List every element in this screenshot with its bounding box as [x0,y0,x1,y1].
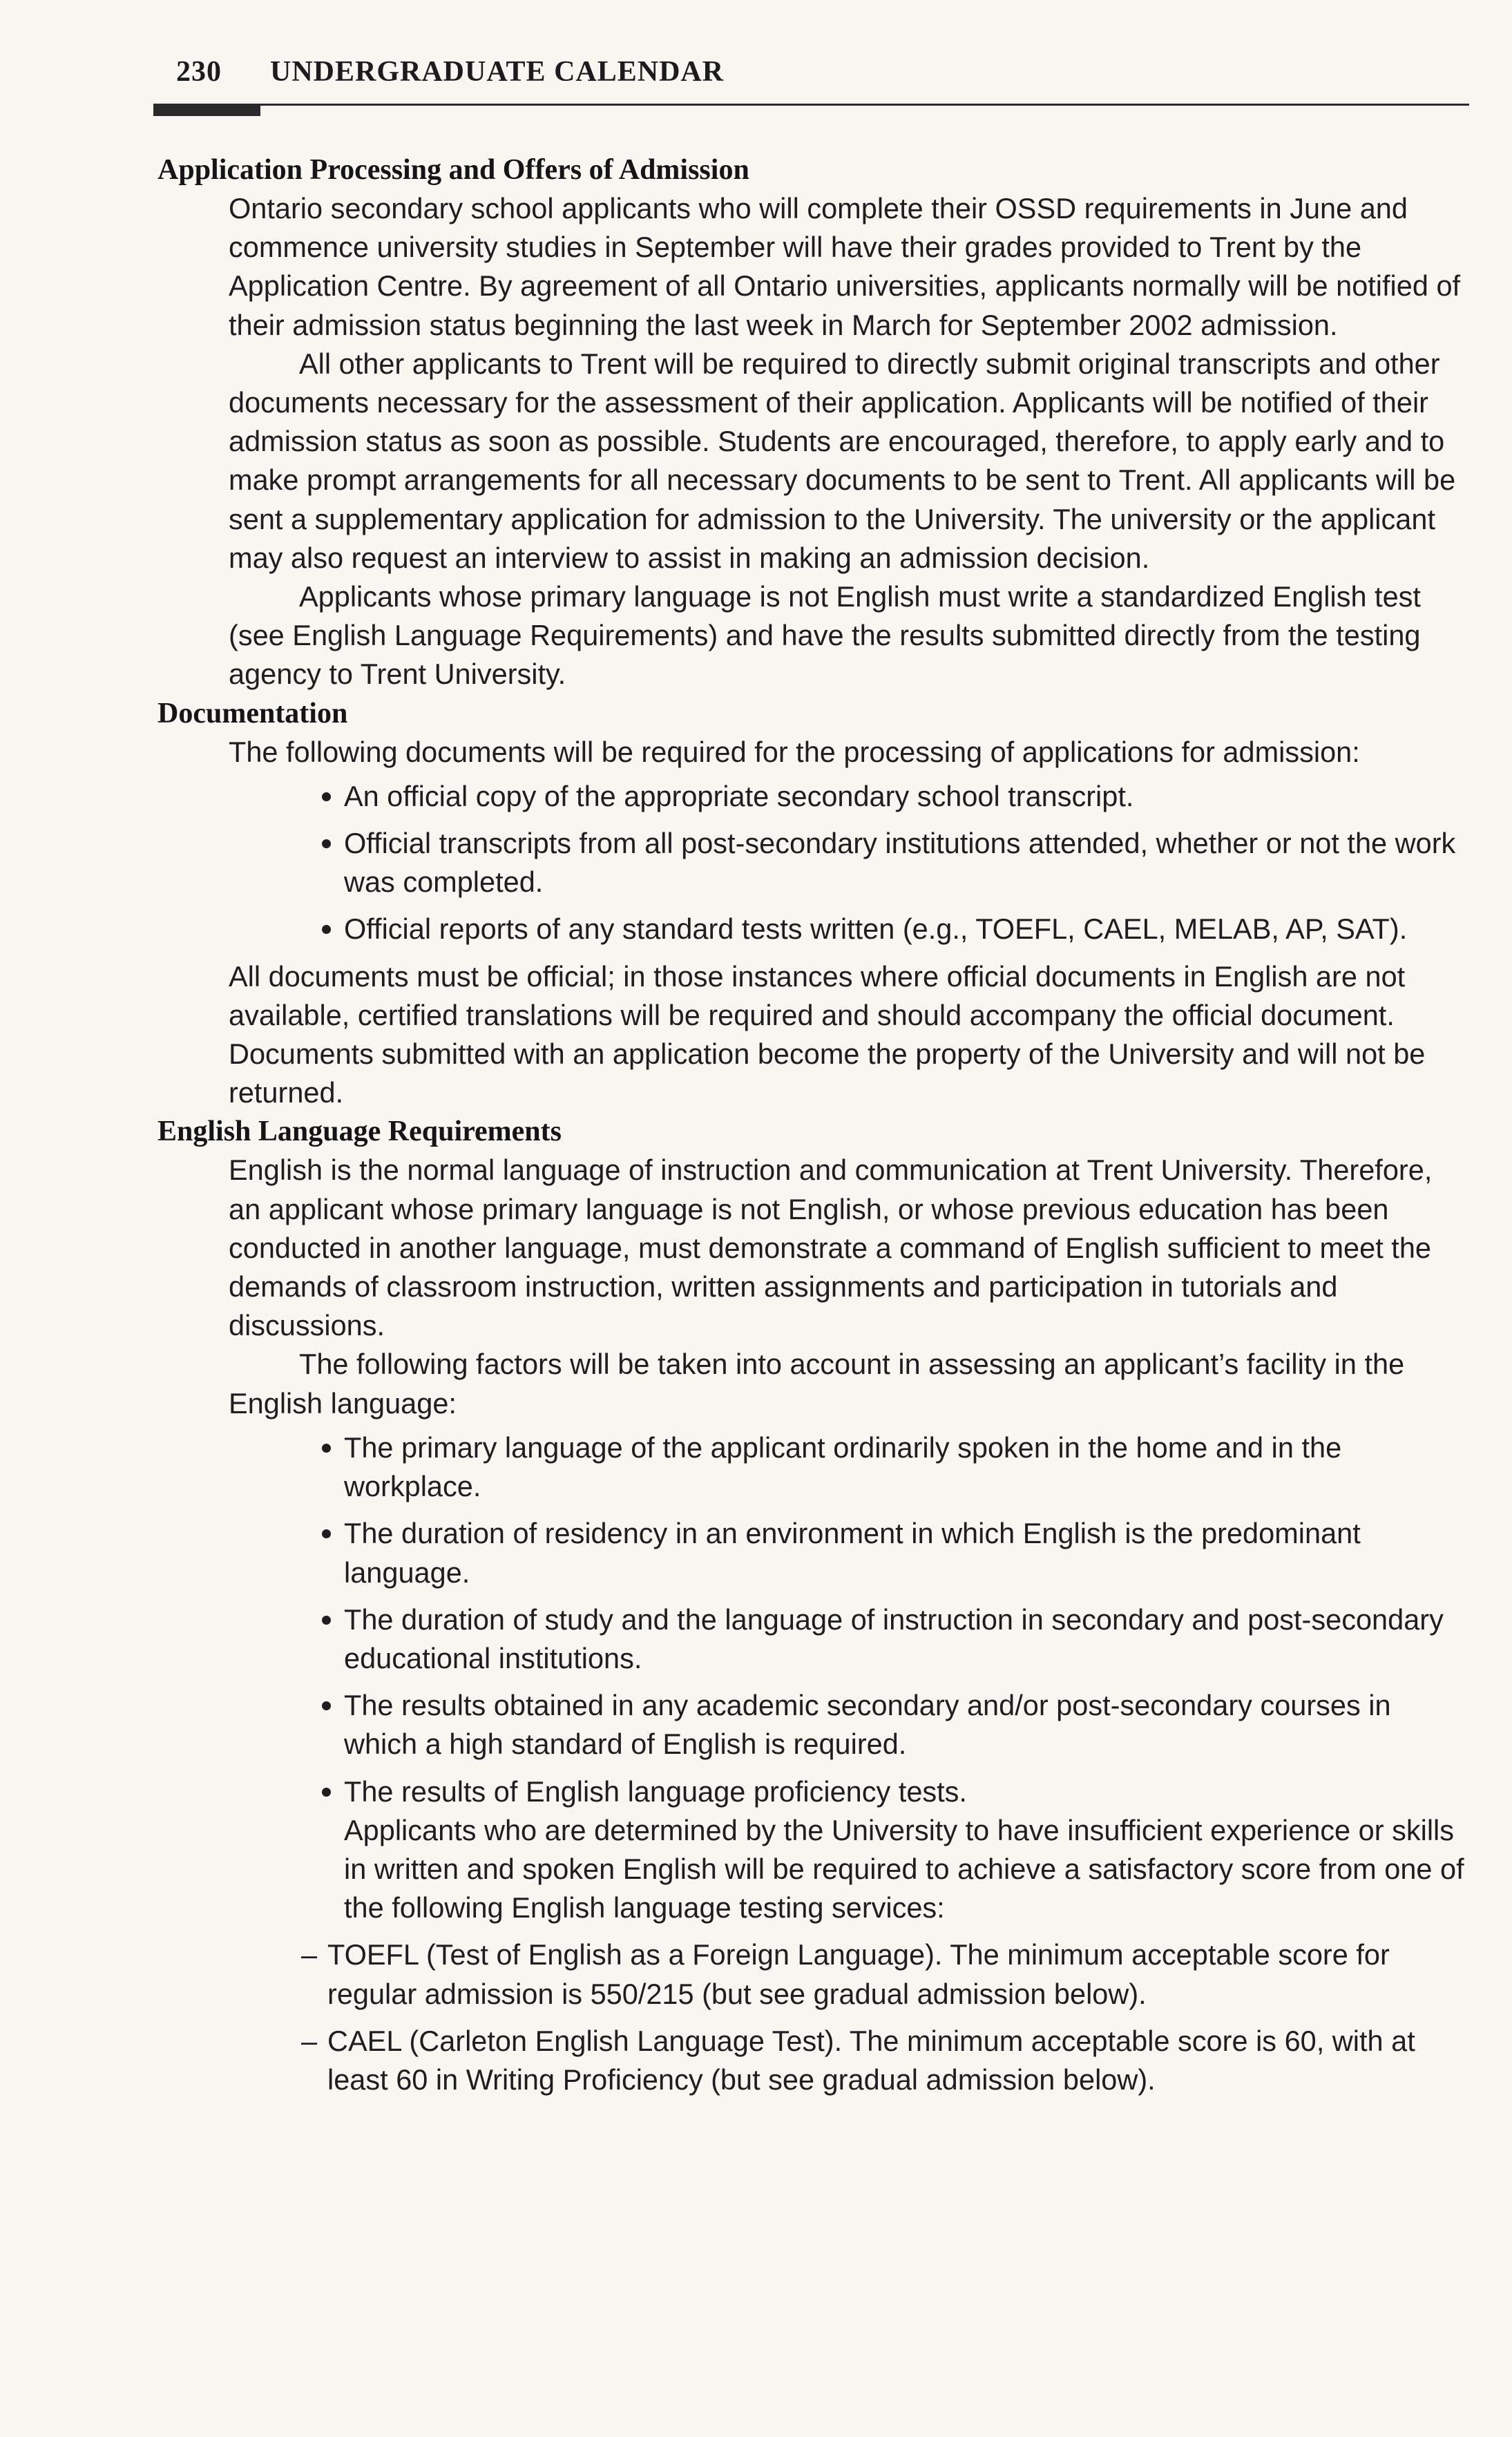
list-item: Official transcripts from all post-secondary institutions attended, whether or not the work was completed. [322,824,1470,901]
test-item-toefl [301,1936,1470,2013]
section-body [229,189,1470,694]
section-heading: Application Processing and Offers of Admission [157,154,749,186]
list-item: The duration of residency in an environment in which English is the predominant language. [322,1514,1470,1592]
running-head [176,55,724,88]
test-text: CAEL (Carleton English Language Test). The minimum acceptable score is 60, with at least 60 in Writing Proficiency (but see gradual admission below). [327,2024,1415,2096]
test-list [229,1936,1470,2099]
paragraph: English is the normal language of instruction and communication at Trent University. Therefore, an applicant whose primary language is not English, or whose previous education has been conducted in another language, must demonstrate a command of English sufficient to meet the demands of classroom instruction, written assignments and participation in tutorials and discussions. [229,1154,1433,1342]
document-list [229,777,1470,949]
test-text: TOEFL (Test of English as a Foreign Language). The minimum acceptable score for regular admission is 550/215 (but see gradual admission below). [327,1938,1390,2010]
list-item: The results obtained in any academic secondary and/or post-secondary courses in which a high standard of English is required. [322,1686,1470,1764]
paragraph: The following documents will be required for the processing of applications for admission: [229,735,1360,768]
test-item-cael [301,2022,1470,2099]
paragraph: All documents must be official; in those instances where official documents in English are not available, certified translations will be required and should accompany the official document. Documents submitted with an application become the property of the University and will not be returned. [229,959,1426,1109]
dash-marker: – [301,2024,318,2057]
dash-marker: – [301,1938,318,1971]
paragraph: Applicants whose primary language is not English must write a standardized English test (see English Language Requirements) and have the results submitted directly from the testing agency to Trent University. [229,580,1421,691]
paragraph: The following factors will be taken into account in assessing an applicant’s facility in the English language: [229,1348,1405,1420]
running-title: UNDERGRADUATE CALENDAR [270,56,725,88]
paragraph: Ontario secondary school applicants who will complete their OSSD requirements in June and commence university studies in September will have their grades provided to Trent by the Application Centre. By agreement of all Ontario universities, applicants normally will be notified of their admission status beginning the last week in March for September 2002 admission. [229,192,1461,341]
list-item: Official reports of any standard tests written (e.g., TOEFL, CAEL, MELAB, AP, SAT). [322,910,1470,948]
factor-list [229,1428,1470,1927]
list-item: The primary language of the applicant ordinarily spoken in the home and in the workplace. [322,1428,1470,1506]
list-item: The duration of study and the language of instruction in secondary and post-secondary educational institutions. [322,1600,1470,1678]
list-item-text: The results of English language proficiency tests. [344,1775,967,1808]
paragraph: All other applicants to Trent will be required to directly submit original transcripts and other documents necessary for the assessment of their application. Applicants will be notified of their admission status as soon as possible. Students are encouraged, therefore, to apply early and to make prompt arrangements for all necessary documents to be sent to Trent. All applicants will be sent a supplementary application for admission to the University. The university or the applicant may also request an interview to assist in making an admission decision. [229,347,1456,574]
section-heading: English Language Requirements [157,1116,562,1148]
section-body [229,733,1470,1113]
section-application-processing [157,151,1470,694]
section-documentation [157,694,1470,1113]
header-rule-block [153,104,260,116]
page-content [157,151,1470,2108]
list-item: An official copy of the appropriate secondary school transcript. [322,777,1470,816]
list-item-proficiency-tests [322,1772,1470,1928]
header-rule [153,104,1469,106]
page-number: 230 [176,56,222,88]
section-english-language [157,1112,1470,2099]
followup-paragraph: Applicants who are determined by the University to have insufficient experience or skills in written and spoken English will be required to achieve a satisfactory score from one of the following English language testing services: [344,1813,1464,1924]
section-heading: Documentation [157,697,348,729]
section-body [229,1151,1470,2099]
